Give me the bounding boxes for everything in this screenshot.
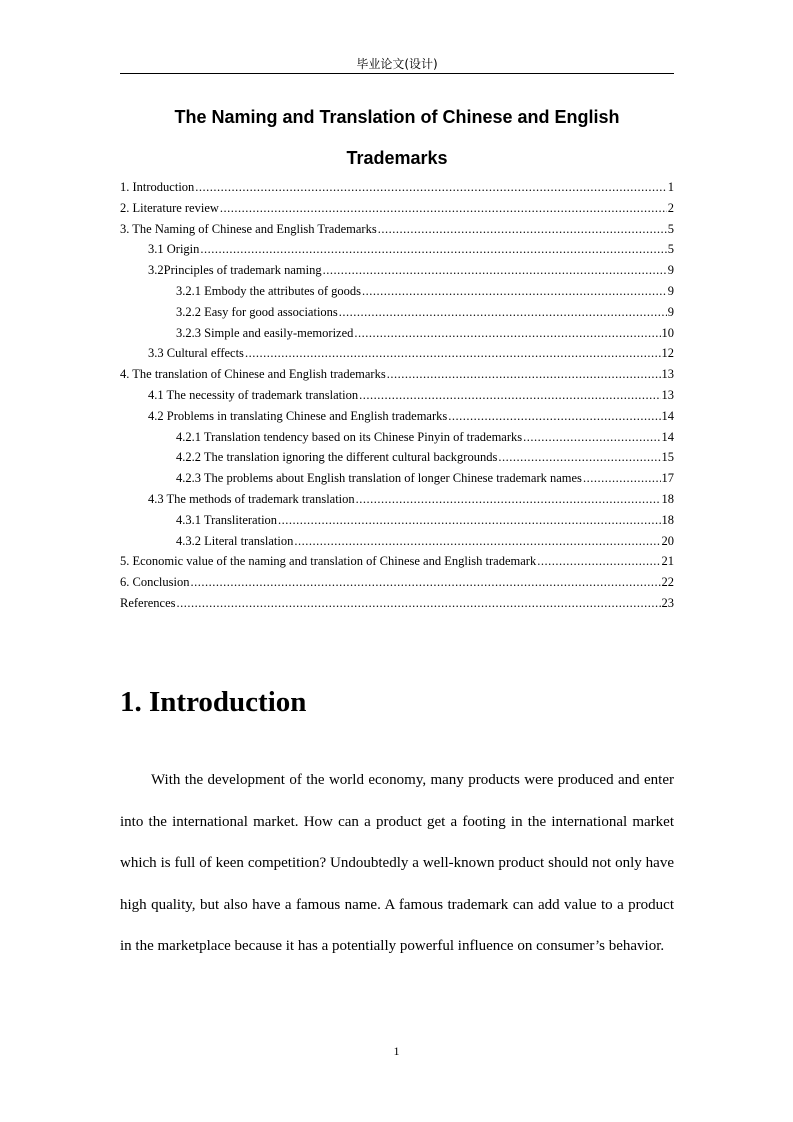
toc-entry-page: 22 — [661, 575, 674, 590]
page-number: 1 — [393, 1044, 400, 1058]
toc-entry-page: 18 — [661, 491, 674, 506]
toc-entry[interactable] — [120, 180, 674, 201]
toc-entry[interactable] — [120, 575, 674, 596]
toc-dot-leader — [498, 450, 660, 465]
toc-entry[interactable] — [120, 596, 674, 617]
toc-dot-leader — [323, 263, 667, 278]
toc-entry-page: 21 — [661, 554, 674, 569]
toc-entry-page: 1 — [667, 180, 674, 194]
toc-entry-label: 4.1 The necessity of trademark translation — [148, 387, 359, 402]
toc-entry-page: 23 — [661, 595, 674, 610]
toc-dot-leader — [448, 409, 660, 424]
document-title-line-2: Trademarks — [346, 148, 448, 168]
toc-dot-leader — [537, 554, 660, 569]
toc-dot-leader — [190, 575, 660, 590]
toc-entry[interactable] — [120, 492, 674, 513]
header-divider — [120, 73, 674, 74]
toc-dot-leader — [359, 388, 660, 403]
toc-dot-leader — [294, 534, 660, 549]
document-title-line-1: The Naming and Translation of Chinese and English — [174, 107, 620, 127]
toc-entry[interactable] — [120, 471, 674, 492]
toc-dot-leader — [220, 201, 667, 216]
toc-entry[interactable] — [120, 388, 674, 409]
toc-entry[interactable] — [120, 263, 674, 284]
toc-entry-page: 17 — [661, 471, 674, 486]
toc-entry-page: 9 — [667, 263, 674, 278]
toc-entry-label: 1. Introduction — [120, 180, 195, 194]
toc-entry-page: 10 — [661, 325, 674, 340]
toc-entry-page: 15 — [661, 450, 674, 465]
toc-dot-leader — [177, 596, 661, 611]
toc-dot-leader — [278, 513, 660, 528]
toc-entry-label: 4. The translation of Chinese and English trademarks — [120, 367, 386, 382]
toc-entry-page: 14 — [661, 408, 674, 423]
toc-entry[interactable] — [120, 346, 674, 367]
toc-dot-leader — [200, 242, 666, 257]
toc-entry-page: 9 — [667, 304, 674, 319]
toc-dot-leader — [195, 180, 666, 195]
toc-entry-page: 2 — [667, 200, 674, 215]
toc-entry-page: 5 — [667, 221, 674, 236]
toc-dot-leader — [583, 471, 661, 486]
toc-dot-leader — [356, 492, 661, 507]
toc-entry-page: 13 — [661, 387, 674, 402]
toc-entry-label: 3.2.3 Simple and easily-memorized — [176, 325, 354, 340]
toc-entry[interactable] — [120, 534, 674, 555]
toc-entry-page: 12 — [661, 346, 674, 361]
toc-entry-label: References — [120, 595, 176, 610]
table-of-contents — [120, 180, 674, 617]
toc-entry-page: 9 — [667, 283, 674, 298]
toc-entry-label: 3.3 Cultural effects — [148, 346, 244, 361]
toc-entry-label: 4.3.2 Literal translation — [176, 533, 294, 548]
toc-entry-label: 2. Literature review — [120, 200, 219, 215]
toc-entry-label: 4.2.1 Translation tendency based on its Chinese Pinyin of trademarks — [176, 429, 523, 444]
toc-entry[interactable] — [120, 554, 674, 575]
toc-entry-label: 4.3.1 Transliteration — [176, 512, 278, 527]
toc-entry-page: 14 — [661, 429, 674, 444]
toc-dot-leader — [339, 305, 667, 320]
toc-entry[interactable] — [120, 367, 674, 388]
toc-entry[interactable] — [120, 305, 674, 326]
toc-entry-label: 4.3 The methods of trademark translation — [148, 491, 355, 506]
toc-dot-leader — [378, 222, 667, 237]
toc-entry[interactable] — [120, 201, 674, 222]
toc-entry[interactable] — [120, 326, 674, 347]
toc-entry[interactable] — [120, 450, 674, 471]
toc-entry[interactable] — [120, 409, 674, 430]
toc-entry-label: 3. The Naming of Chinese and English Trademarks — [120, 221, 377, 236]
toc-entry-label: 6. Conclusion — [120, 575, 190, 590]
toc-entry-label: 5. Economic value of the naming and translation of Chinese and English trademark — [120, 554, 537, 569]
toc-entry[interactable] — [120, 222, 674, 243]
toc-dot-leader — [354, 326, 660, 341]
toc-entry-label: 4.2.2 The translation ignoring the different cultural backgrounds — [176, 450, 498, 465]
header-text: 毕业论文(设计) — [356, 57, 438, 71]
toc-entry[interactable] — [120, 284, 674, 305]
toc-dot-leader — [387, 367, 661, 382]
toc-entry-label: 3.2Principles of trademark naming — [148, 263, 322, 278]
toc-dot-leader — [523, 430, 660, 445]
toc-dot-leader — [245, 346, 661, 361]
toc-entry-label: 3.1 Origin — [148, 242, 200, 257]
section-heading: 1. Introduction — [120, 686, 307, 718]
toc-entry-label: 4.2.3 The problems about English translation of longer Chinese trademark names — [176, 471, 582, 486]
toc-entry-label: 4.2 Problems in translating Chinese and English trademarks — [148, 408, 448, 423]
toc-entry-page: 5 — [667, 242, 674, 257]
toc-dot-leader — [362, 284, 667, 299]
toc-entry-label: 3.2.2 Easy for good associations — [176, 304, 338, 319]
toc-entry-page: 18 — [661, 512, 674, 527]
toc-entry-page: 13 — [661, 367, 674, 382]
introduction-paragraph: With the development of the world economy, many products were produced and enter into the international market. How can a product get a footing in the international market which is full of keen competition? Undoubtedly a well-known product should not only have high quality, but also have a famous name. A famous trademark can add value to a product in the marketplace because it has a potentially powerful influence on consumer’s behavior. — [120, 772, 674, 954]
toc-entry[interactable] — [120, 430, 674, 451]
toc-entry[interactable] — [120, 242, 674, 263]
toc-entry-label: 3.2.1 Embody the attributes of goods — [176, 283, 362, 298]
toc-entry[interactable] — [120, 513, 674, 534]
toc-entry-page: 20 — [661, 533, 674, 548]
